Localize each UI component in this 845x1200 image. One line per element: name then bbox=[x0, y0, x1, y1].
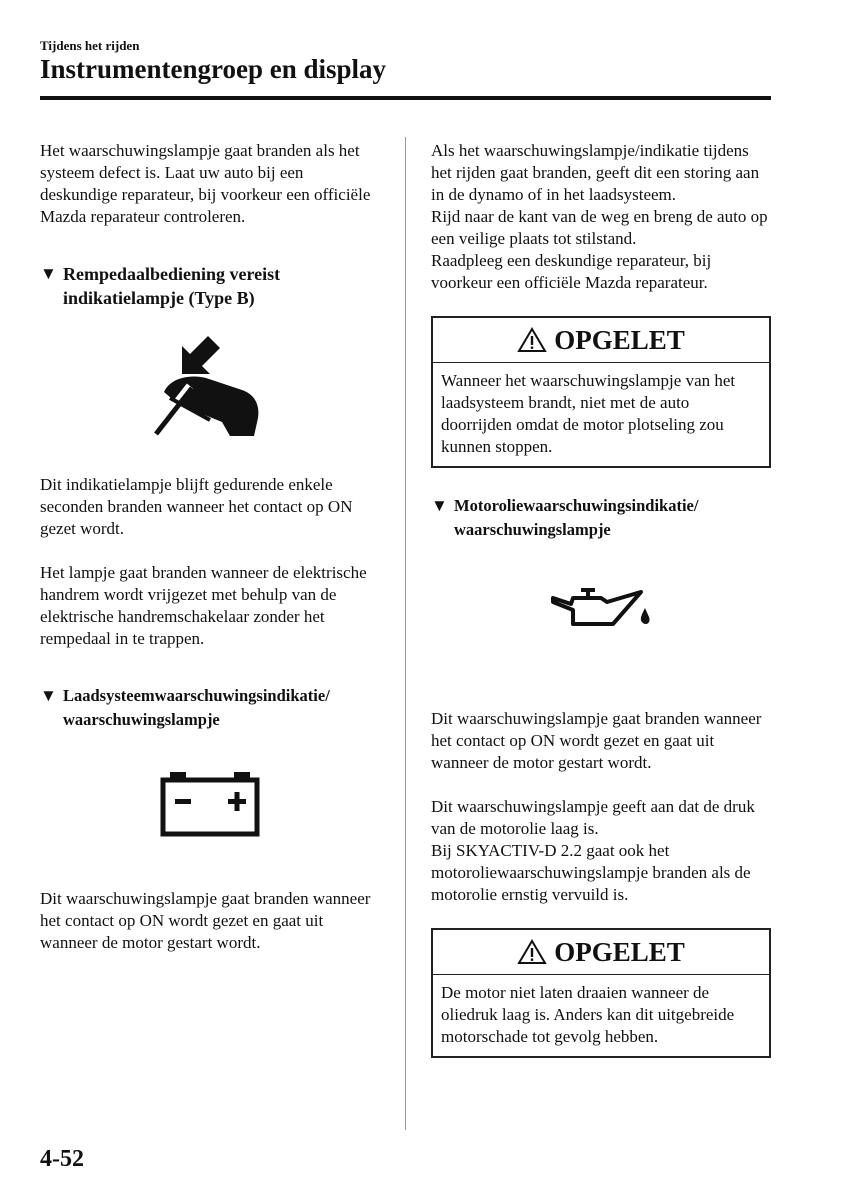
page-number: 4-52 bbox=[40, 1146, 84, 1172]
page-title: Instrumentengroep en display bbox=[40, 54, 387, 84]
oil-can-icon bbox=[431, 586, 771, 636]
warning-triangle-icon bbox=[517, 327, 547, 353]
triangle-marker-icon: ▼ bbox=[431, 496, 448, 515]
right-paragraph-1c: Raadpleeg een deskundige reparateur, bij voorkeur een officiële Mazda reparateur. bbox=[431, 251, 712, 292]
brake-paragraph-1: Dit indikatielampje blijft gedurende enkele seconden branden wanneer het contact op ON gezet wordt. bbox=[40, 475, 353, 538]
brake-pedal-foot-icon bbox=[40, 334, 380, 438]
caution-title: OPGELET bbox=[554, 936, 685, 967]
section-label: Tijdens het rijden bbox=[40, 38, 140, 53]
oil-paragraph-1: Dit waarschuwingslampje gaat branden wanneer het contact op ON wordt gezet en gaat uit wanneer de motor gestart wordt. bbox=[431, 709, 762, 772]
oil-paragraph-2a: Dit waarschuwingslampje geeft aan dat de druk van de motorolie laag is. bbox=[431, 797, 755, 838]
left-column bbox=[40, 140, 380, 976]
oil-paragraph-2b: Bij SKYACTIV-D 2.2 gaat ook het motoroliewaarschuwingslampje branden als de motorolie ernstig vervuild is. bbox=[431, 841, 751, 904]
caution-header bbox=[433, 318, 769, 363]
battery-icon bbox=[40, 772, 380, 842]
caution-header bbox=[433, 930, 769, 975]
warning-triangle-icon bbox=[517, 939, 547, 965]
caution-box-charging bbox=[431, 316, 771, 468]
right-paragraph-1b: Rijd naar de kant van de weg en breng de auto op een veilige plaats tot stilstand. bbox=[431, 207, 768, 248]
heading-brake-pedal: ▼ Rempedaalbediening vereist indikatielampje (Type B) bbox=[40, 264, 281, 308]
caution-box-oil bbox=[431, 928, 771, 1058]
caution-text: Wanneer het waarschuwingslampje van het laadsysteem brandt, niet met de auto doorrijden omdat de motor plotseling zou kunnen stoppen. bbox=[441, 371, 736, 456]
triangle-marker-icon: ▼ bbox=[40, 686, 57, 705]
column-divider bbox=[405, 137, 406, 1130]
right-paragraph-1a: Als het waarschuwingslampje/indikatie tijdens het rijden gaat branden, geeft dit een storing aan in de dynamo of in het laadsysteem. bbox=[431, 141, 760, 204]
brake-paragraph-2: Het lampje gaat branden wanneer de elektrische handrem wordt vrijgezet met behulp van de elektrische handremschakelaar zonder het rempedaal in te trappen. bbox=[40, 563, 367, 648]
title-rule bbox=[40, 96, 771, 100]
heading-oil-pressure: ▼ Motoroliewaarschuwingsindikatie/ waarschuwingslampje bbox=[431, 496, 699, 539]
caution-title: OPGELET bbox=[554, 324, 685, 355]
right-column bbox=[431, 140, 771, 1080]
triangle-marker-icon: ▼ bbox=[40, 264, 57, 283]
caution-text: De motor niet laten draaien wanneer de oliedruk laag is. Anders kan dit uitgebreide motorschade tot gevolg hebben. bbox=[441, 983, 735, 1046]
charging-paragraph-1: Dit waarschuwingslampje gaat branden wanneer het contact op ON wordt gezet en gaat uit wanneer de motor gestart wordt. bbox=[40, 889, 371, 952]
intro-paragraph: Het waarschuwingslampje gaat branden als het systeem defect is. Laat uw auto bij een deskundige reparateur, bij voorkeur een officiële Mazda reparateur controleren. bbox=[40, 141, 371, 226]
heading-charging-system: ▼ Laadsysteemwaarschuwingsindikatie/ waarschuwingslampje bbox=[40, 686, 330, 729]
